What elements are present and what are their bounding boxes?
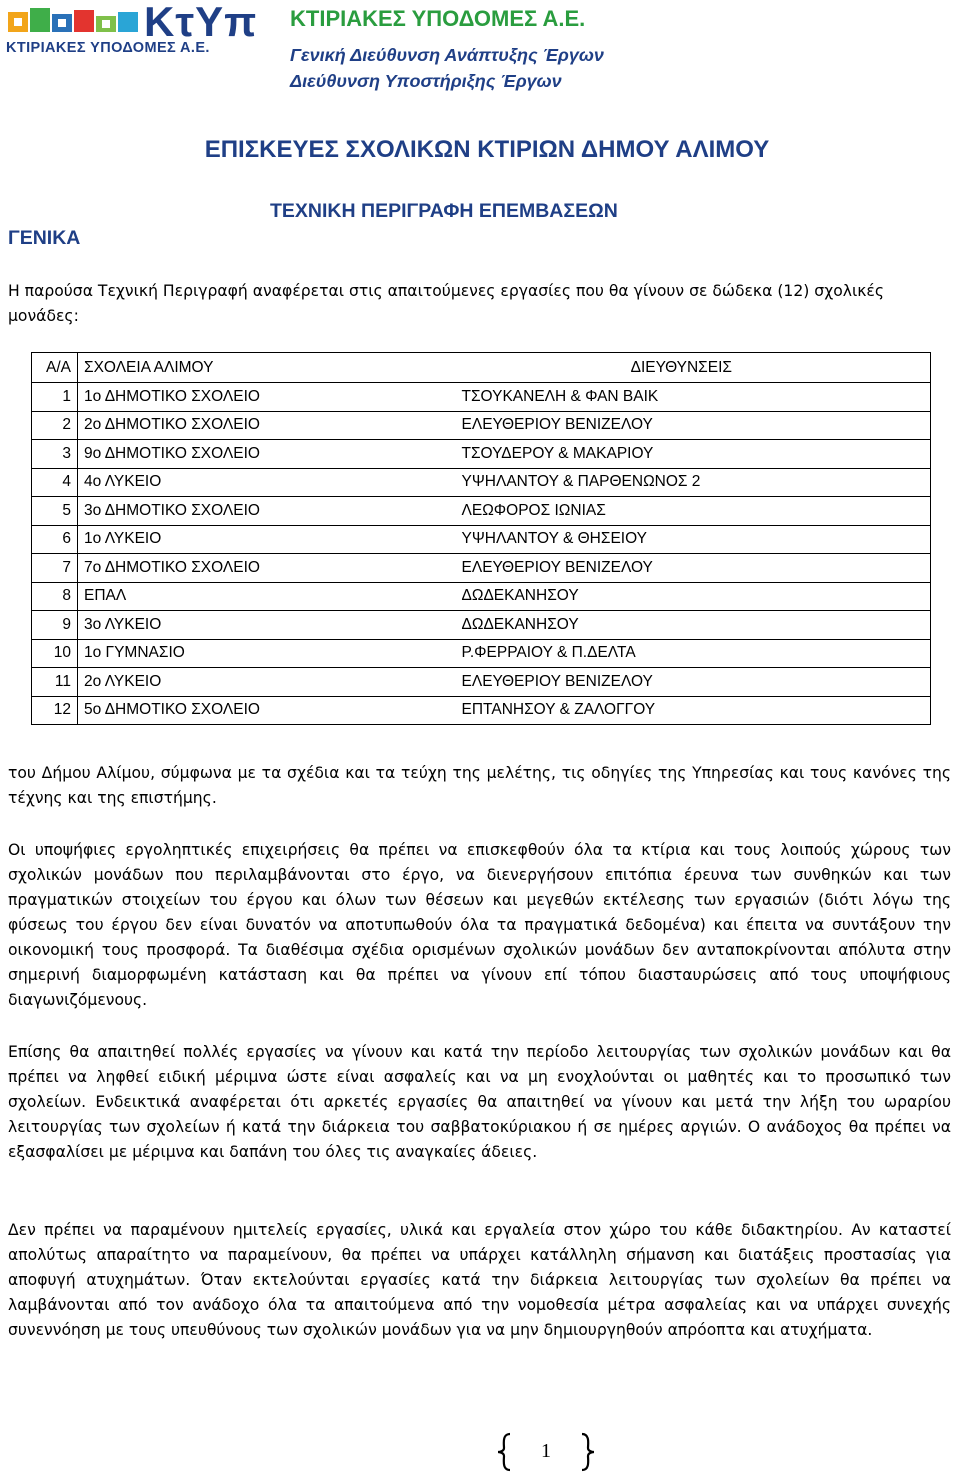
row-number: 4 xyxy=(32,468,78,497)
table-row xyxy=(32,696,931,725)
row-number: 12 xyxy=(32,696,78,725)
row-number: 2 xyxy=(32,411,78,440)
company-name: ΚΤΙΡΙΑΚΕΣ ΥΠΟΔΟΜΕΣ Α.Ε. xyxy=(290,6,586,31)
school-name: 4ο ΛΥΚΕΙΟ xyxy=(78,468,432,497)
table-header-row xyxy=(32,353,931,383)
logo-wordmark: ΚτΥπ xyxy=(144,0,258,45)
paragraph-2: Οι υποψήφιες εργοληπτικές επιχειρήσεις θα πρέπει να επισκεφθούν όλα τα κτίρια και τους λοιπούς χώρους των σχολικών μονάδων που περιλαμβάνονται στο έργο, να διενεργήσουν επιτόπια έρευνα των συνθηκών και των πραγματικών στοιχείων του έργου και όλων των θέσεων και μεγεθών εκτέλεσης των εργασιών (διότι λόγω της φύσεως του έργου δεν είναι δυνατόν να αποτυπωθούν όλα τα πραγματικά δεδομένα) και έπειτα να συντάξουν την οικονομική τους προσφορά. Τα διαθέσιμα σχέδια ορισμένων σχολικών μονάδων δεν ανταποκρίνονται απόλυτα στην σημερινή διαμορφωμένη κατάσταση και θα πρέπει να γίνουν επί τόπου διασταυρώσεις από τους υποψήφιους διαγωνιζόμενους. xyxy=(8,841,951,1009)
company-logo xyxy=(6,0,278,58)
paragraph-4: Δεν πρέπει να παραμένουν ημιτελείς εργασίες, υλικά και εργαλεία στον χώρο του κάθε διδακτηρίου. Αν καταστεί απολύτως απαραίτητο να παραμείνουν, θα πρέπει να υπάρχει κατάλληλη σήμανση και διατάξεις προστασίας για αποφυγή ατυχημάτων. Όταν εκτελούνται εργασίες κατά την διάρκεια λειτουργίας των σχολείων θα πρέπει να λαμβάνονται από τον ανάδοχο όλα τα απαιτούμενα από την νομοθεσία μέτρα ασφαλείας και να υπάρχει συνεχής συνεννόηση με τους υπευθύνους των σχολικών μονάδων για να μην δημιουργηθούν απρόοπτα και ατυχήματα. xyxy=(8,1221,951,1339)
header-address: ΔΙΕΥΘΥΝΣΕΙΣ xyxy=(432,353,931,383)
logo-cubes-icon xyxy=(6,6,146,42)
intro-paragraph: Η παρούσα Τεχνική Περιγραφή αναφέρεται στις απαιτούμενες εργασίες που θα γίνουν σε δώδεκα (12) σχολικές μονάδες: xyxy=(8,282,885,325)
table-row xyxy=(32,497,931,526)
paragraph-3: Επίσης θα απαιτηθεί πολλές εργασίες να γίνουν και κατά την περίοδο λειτουργίας των σχολικών μονάδων και θα πρέπει να ληφθεί ειδική μέριμνα ώστε είναι ασφαλείς και να μη ενοχλούνται οι μαθητές και το προσωπικό των σχολείων. Ενδεικτικά αναφέρεται ότι αρκετές εργασίες θα απαιτηθεί να γίνουν και μετά την λήξη του ωραρίου λειτουργίας των σχολείων ή κατά την διάρκεια του σαββατοκύριακου ή σε ημέρες αργιών. Ο ανάδοχος θα πρέπει να εξασφαλίσει με μέριμνα και δαπάνη του όλες τις αναγκαίες άδειες. xyxy=(8,1043,951,1161)
row-number: 7 xyxy=(32,554,78,583)
logo-subtitle: ΚΤΙΡΙΑΚΕΣ ΥΠΟΔΟΜΕΣ Α.Ε. xyxy=(6,40,210,56)
section-heading: ΓΕΝΙΚΑ xyxy=(8,227,81,249)
schools-table xyxy=(31,352,931,725)
table-row xyxy=(32,383,931,412)
school-address: Ρ.ΦΕΡΡΑΙΟΥ & Π.ΔΕΛΤΑ xyxy=(432,639,931,668)
header-num: Α/Α xyxy=(32,353,78,383)
school-name: 1ο ΔΗΜΟΤΙΚΟ ΣΧΟΛΕΙΟ xyxy=(78,383,432,412)
table-row xyxy=(32,611,931,640)
school-address: ΔΩΔΕΚΑΝΗΣΟΥ xyxy=(432,582,931,611)
paragraph-1: του Δήμου Αλίμου, σύμφωνα με τα σχέδια και τα τεύχη της μελέτης, τις οδηγίες της Υπηρεσίας και τους κανόνες της τέχνης και της επιστήμης. xyxy=(8,764,951,807)
school-address: ΔΩΔΕΚΑΝΗΣΟΥ xyxy=(432,611,931,640)
school-address: ΥΨΗΛΑΝΤΟΥ & ΘΗΣΕΙΟΥ xyxy=(432,525,931,554)
school-address: ΕΛΕΥΘΕΡΙΟΥ ΒΕΝΙΖΕΛΟΥ xyxy=(432,411,931,440)
school-address: ΕΛΕΥΘΕΡΙΟΥ ΒΕΝΙΖΕΛΟΥ xyxy=(432,554,931,583)
row-number: 6 xyxy=(32,525,78,554)
school-address: ΕΠΤΑΝΗΣΟΥ & ΖΑΛΟΓΓΟΥ xyxy=(432,696,931,725)
school-name: ΕΠΑΛ xyxy=(78,582,432,611)
school-name: 3ο ΛΥΚΕΙΟ xyxy=(78,611,432,640)
table-row xyxy=(32,525,931,554)
school-address: ΛΕΩΦΟΡΟΣ ΙΩΝΙΑΣ xyxy=(432,497,931,526)
header-school: ΣΧΟΛΕΙΑ ΑΛΙΜΟΥ xyxy=(78,353,432,383)
page-number: 1 xyxy=(541,1440,551,1462)
school-name: 1ο ΓΥΜΝΑΣΙΟ xyxy=(78,639,432,668)
document-subtitle: ΤΕΧΝΙΚΗ ΠΕΡΙΓΡΑΦΗ ΕΠΕΜΒΑΣΕΩΝ xyxy=(270,200,618,222)
school-name: 2ο ΛΥΚΕΙΟ xyxy=(78,668,432,697)
table-row xyxy=(32,468,931,497)
school-name: 1ο ΛΥΚΕΙΟ xyxy=(78,525,432,554)
directorate: Διεύθυνση Υποστήριξης Έργων xyxy=(290,71,562,91)
table-row xyxy=(32,582,931,611)
general-directorate: Γενική Διεύθυνση Ανάπτυξης Έργων xyxy=(290,45,604,65)
table-row xyxy=(32,440,931,469)
school-name: 9ο ΔΗΜΟΤΙΚΟ ΣΧΟΛΕΙΟ xyxy=(78,440,432,469)
table-row xyxy=(32,639,931,668)
school-name: 7ο ΔΗΜΟΤΙΚΟ ΣΧΟΛΕΙΟ xyxy=(78,554,432,583)
row-number: 10 xyxy=(32,639,78,668)
page-footer xyxy=(496,1432,596,1472)
row-number: 9 xyxy=(32,611,78,640)
school-name: 2ο ΔΗΜΟΤΙΚΟ ΣΧΟΛΕΙΟ xyxy=(78,411,432,440)
school-name: 5ο ΔΗΜΟΤΙΚΟ ΣΧΟΛΕΙΟ xyxy=(78,696,432,725)
table-row xyxy=(32,668,931,697)
document-title: ΕΠΙΣΚΕΥΕΣ ΣΧΟΛΙΚΩΝ ΚΤΙΡΙΩΝ ΔΗΜΟΥ ΑΛΙΜΟΥ xyxy=(204,136,770,163)
school-name: 3ο ΔΗΜΟΤΙΚΟ ΣΧΟΛΕΙΟ xyxy=(78,497,432,526)
row-number: 5 xyxy=(32,497,78,526)
table-row xyxy=(32,554,931,583)
school-address: ΥΨΗΛΑΝΤΟΥ & ΠΑΡΘΕΝΩΝΟΣ 2 xyxy=(432,468,931,497)
row-number: 8 xyxy=(32,582,78,611)
table-row xyxy=(32,411,931,440)
school-address: ΤΣΟΥΔΕΡΟΥ & ΜΑΚΑΡΙΟΥ xyxy=(432,440,931,469)
row-number: 3 xyxy=(32,440,78,469)
row-number: 1 xyxy=(32,383,78,412)
school-address: ΤΣΟΥΚΑΝΕΛΗ & ΦΑΝ ΒΑΙΚ xyxy=(432,383,931,412)
row-number: 11 xyxy=(32,668,78,697)
school-address: ΕΛΕΥΘΕΡΙΟΥ ΒΕΝΙΖΕΛΟΥ xyxy=(432,668,931,697)
